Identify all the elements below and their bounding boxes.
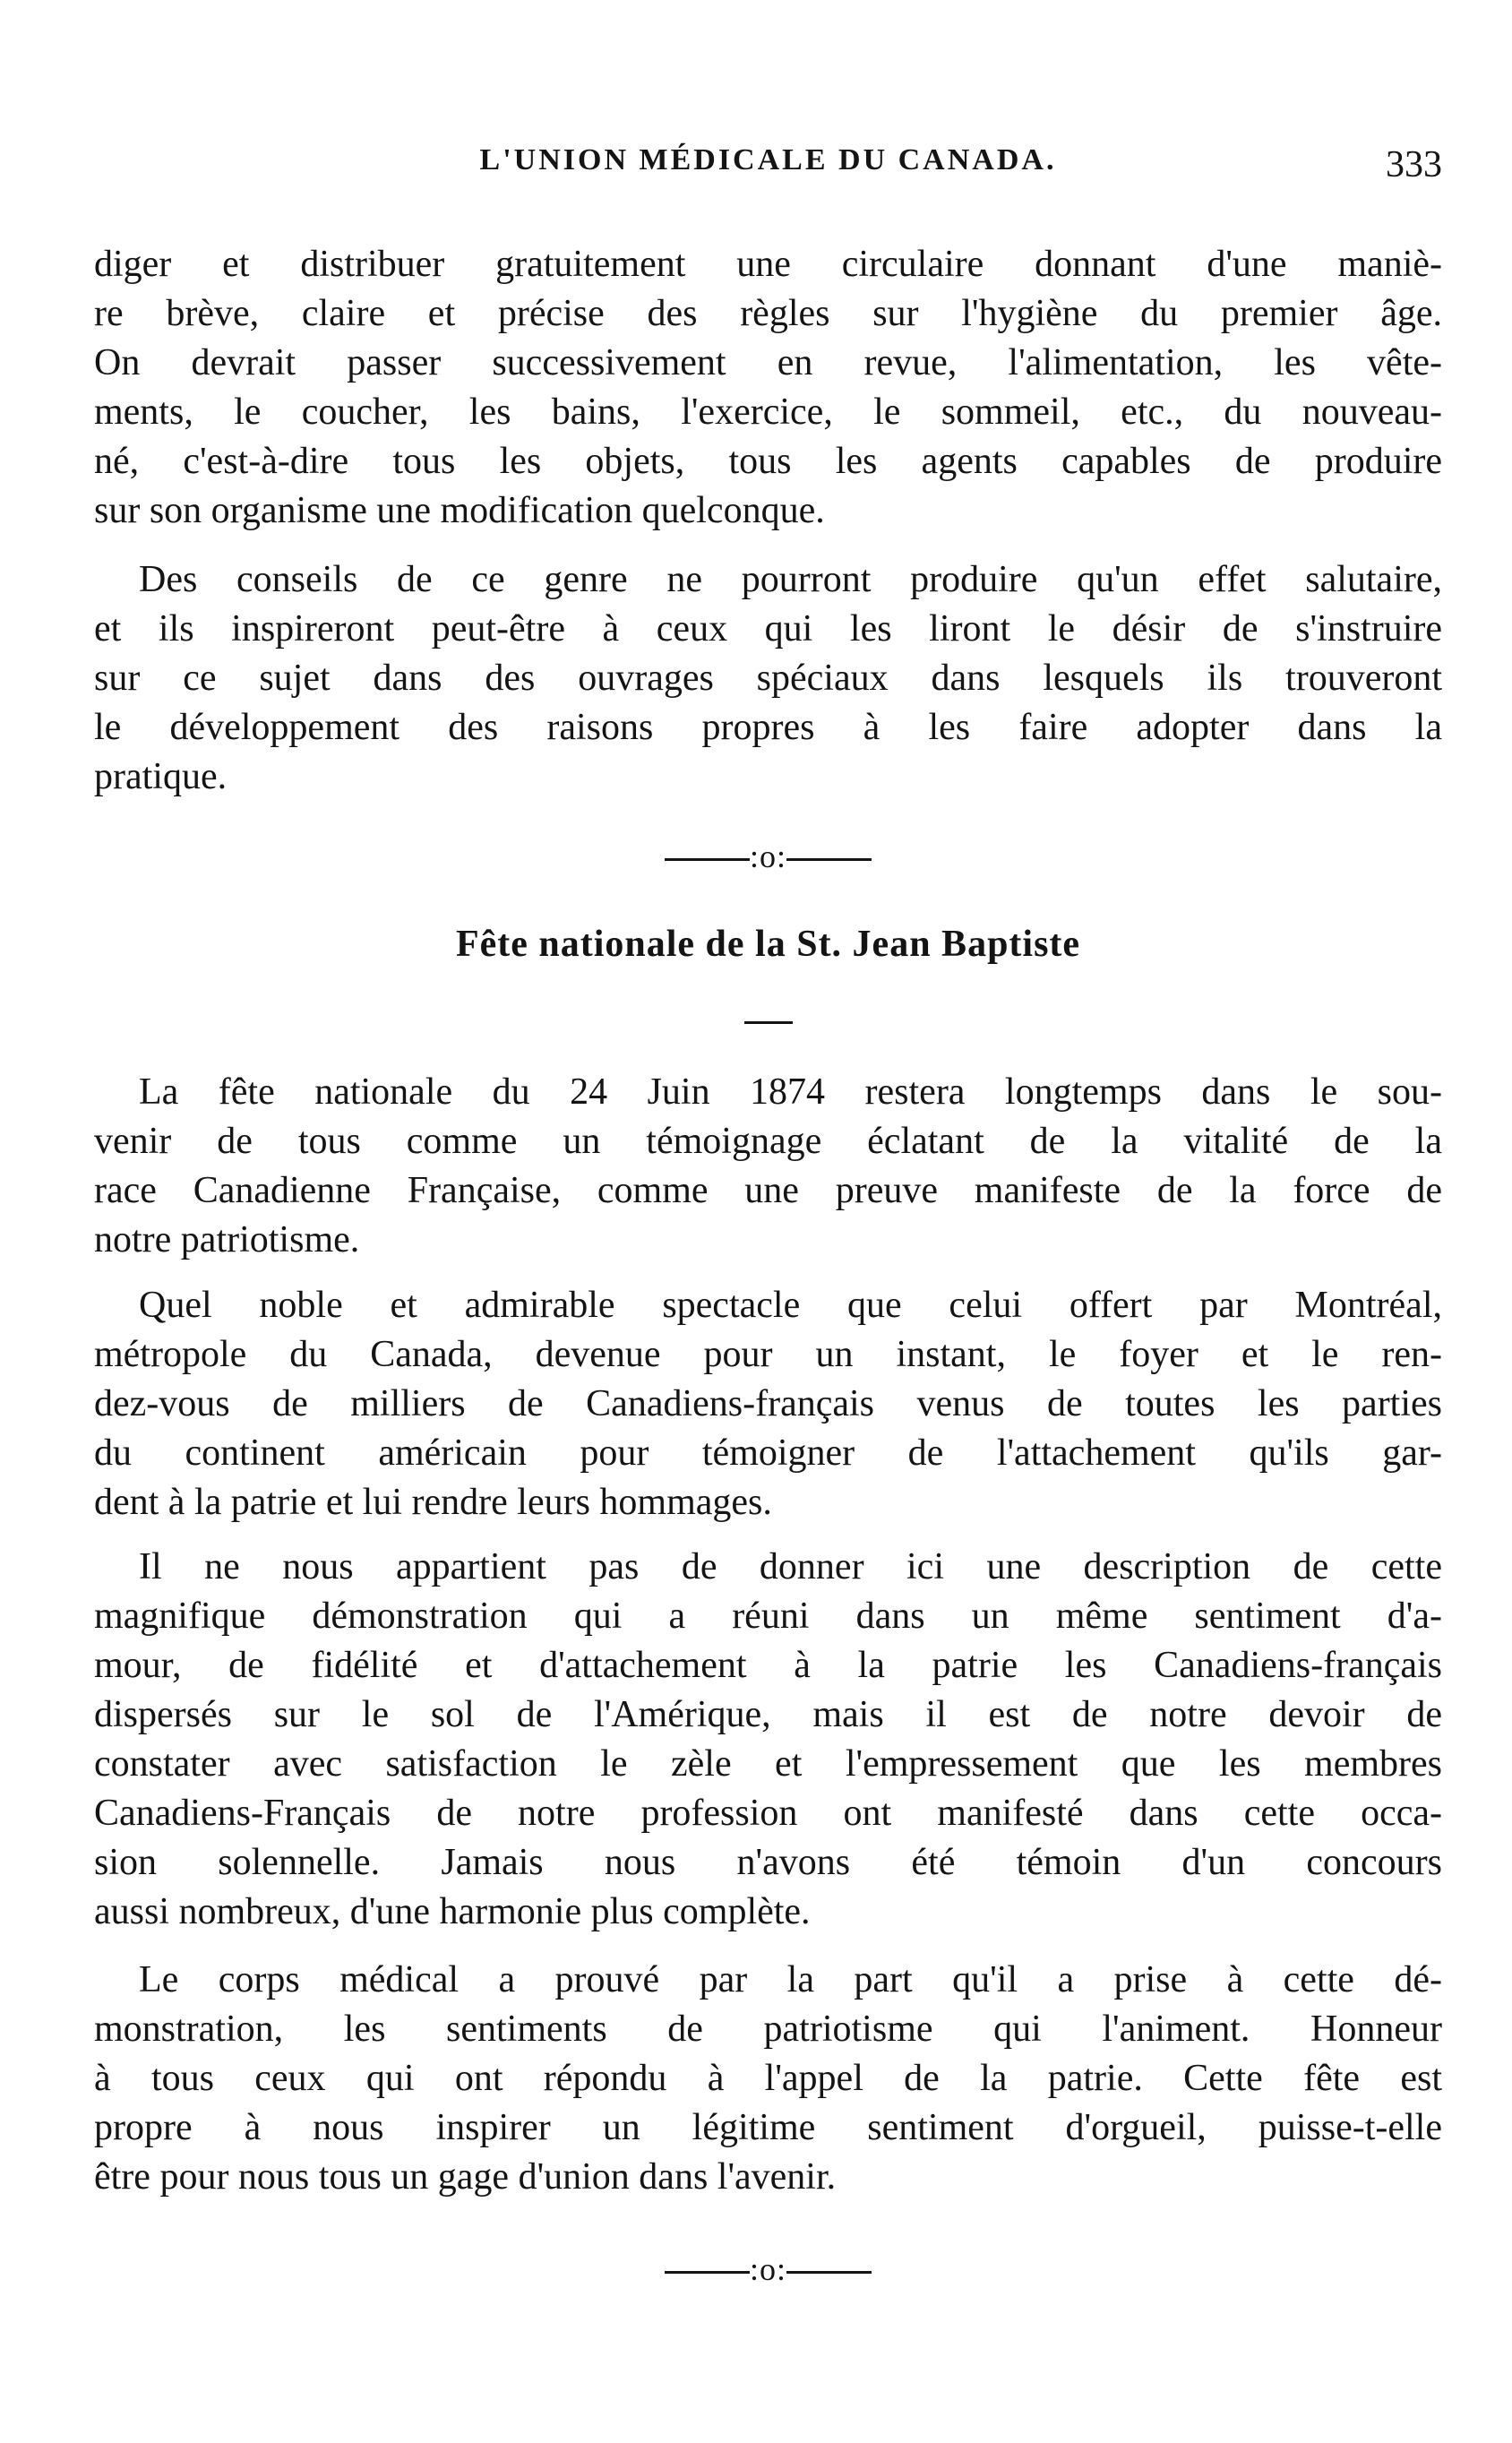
text-line: Des conseils de ce genre ne pourront produire qu'un effet salutaire, bbox=[139, 559, 1442, 600]
running-title: L'UNION MÉDICALE DU CANADA. bbox=[479, 143, 1057, 176]
text-line: dent à la patrie et lui rendre leurs hommages. bbox=[94, 1482, 772, 1523]
separator-mark: :o: bbox=[749, 2251, 786, 2287]
text-line: monstration, les sentiments de patriotisme qui l'animent. Honneur bbox=[94, 2009, 1442, 2050]
text-line: être pour nous tous un gage d'union dans l'avenir. bbox=[94, 2156, 837, 2198]
text-line: magnifique démonstration qui a réuni dans un même sentiment d'a- bbox=[94, 1596, 1442, 1637]
text-line: race Canadienne Française, comme une preuve manifeste de la force de bbox=[94, 1170, 1442, 1211]
text-line: On devrait passer successivement en revue, l'alimentation, les vête- bbox=[94, 342, 1442, 383]
separator-dash-right bbox=[786, 858, 872, 861]
section-paragraph-4 bbox=[94, 1956, 1442, 2202]
text-line: ments, le coucher, les bains, l'exercice, le sommeil, etc., du nouveau- bbox=[94, 391, 1442, 433]
text-line: diger et distribuer gratuitement une circulaire donnant d'une maniè- bbox=[94, 244, 1442, 285]
text-line: et ils inspireront peut-être à ceux qui les liront le désir de s'instruire bbox=[94, 608, 1442, 649]
text-line: né, c'est-à-dire tous les objets, tous les agents capables de produire bbox=[94, 441, 1442, 482]
text-line: Le corps médical a prouvé par la part qu'il a prise à cette dé- bbox=[139, 1959, 1442, 2000]
intro-block bbox=[94, 240, 1442, 536]
text-line: La fête nationale du 24 Juin 1874 restera longtemps dans le sou- bbox=[139, 1071, 1442, 1113]
text-line: Canadiens-Français de notre profession ont manifesté dans cette occa- bbox=[94, 1793, 1442, 1834]
book-page bbox=[94, 0, 1442, 2443]
intro-paragraph-2 bbox=[94, 555, 1442, 802]
text-line: sur ce sujet dans des ouvrages spéciaux dans lesquels ils trouveront bbox=[94, 658, 1442, 699]
intro-paragraph-1 bbox=[94, 240, 1442, 536]
text-line: Il ne nous appartient pas de donner ici une description de cette bbox=[139, 1546, 1442, 1587]
section-paragraph-1 bbox=[94, 1068, 1442, 1265]
page-number: 333 bbox=[1386, 144, 1442, 185]
text-line: du continent américain pour témoigner de l'attachement qu'ils gar- bbox=[94, 1432, 1442, 1474]
separator-mark: :o: bbox=[749, 839, 786, 874]
text-line: sur son organisme une modification quelconque. bbox=[94, 490, 825, 531]
text-line: métropole du Canada, devenue pour un instant, le foyer et le ren- bbox=[94, 1334, 1442, 1375]
section-block-2 bbox=[94, 1281, 1442, 1527]
text-line: mour, de fidélité et d'attachement à la patrie les Canadiens-français bbox=[94, 1645, 1442, 1686]
text-line: notre patriotisme. bbox=[94, 1219, 360, 1260]
text-line: aussi nombreux, d'une harmonie plus complète. bbox=[94, 1891, 811, 1932]
text-line: propre à nous inspirer un légitime sentiment d'orgueil, puisse-t-elle bbox=[94, 2107, 1442, 2148]
separator-dash-left bbox=[665, 2271, 750, 2274]
section-separator-2 bbox=[94, 2250, 1442, 2288]
title-rule bbox=[744, 1021, 793, 1024]
separator-dash-right bbox=[786, 2271, 872, 2274]
section-paragraph-2 bbox=[94, 1281, 1442, 1527]
text-line: re brève, claire et précise des règles sur l'hygiène du premier âge. bbox=[94, 293, 1442, 334]
text-line: le développement des raisons propres à les faire adopter dans la bbox=[94, 707, 1442, 748]
section-block-4 bbox=[94, 1956, 1442, 2202]
text-line: constater avec satisfaction le zèle et l'empressement que les membres bbox=[94, 1743, 1442, 1785]
section-separator-1 bbox=[94, 838, 1442, 875]
section-block-3 bbox=[94, 1543, 1442, 1937]
text-line: pratique. bbox=[94, 756, 228, 797]
running-head bbox=[94, 143, 1442, 197]
section-paragraph-3 bbox=[94, 1543, 1442, 1937]
text-line: dispersés sur le sol de l'Amérique, mais il est de notre devoir de bbox=[94, 1694, 1442, 1735]
text-line: à tous ceux qui ont répondu à l'appel de la patrie. Cette fête est bbox=[94, 2058, 1442, 2099]
text-line: dez-vous de milliers de Canadiens-français venus de toutes les parties bbox=[94, 1383, 1442, 1424]
intro-block-2 bbox=[94, 555, 1442, 802]
section-title: Fête nationale de la St. Jean Baptiste bbox=[455, 924, 1081, 965]
text-line: sion solennelle. Jamais nous n'avons été témoin d'un concours bbox=[94, 1842, 1442, 1883]
separator-dash-left bbox=[665, 858, 750, 861]
text-line: Quel noble et admirable spectacle que celui offert par Montréal, bbox=[139, 1285, 1442, 1326]
section-block-1 bbox=[94, 1068, 1442, 1265]
text-line: venir de tous comme un témoignage éclatant de la vitalité de la bbox=[94, 1121, 1442, 1162]
